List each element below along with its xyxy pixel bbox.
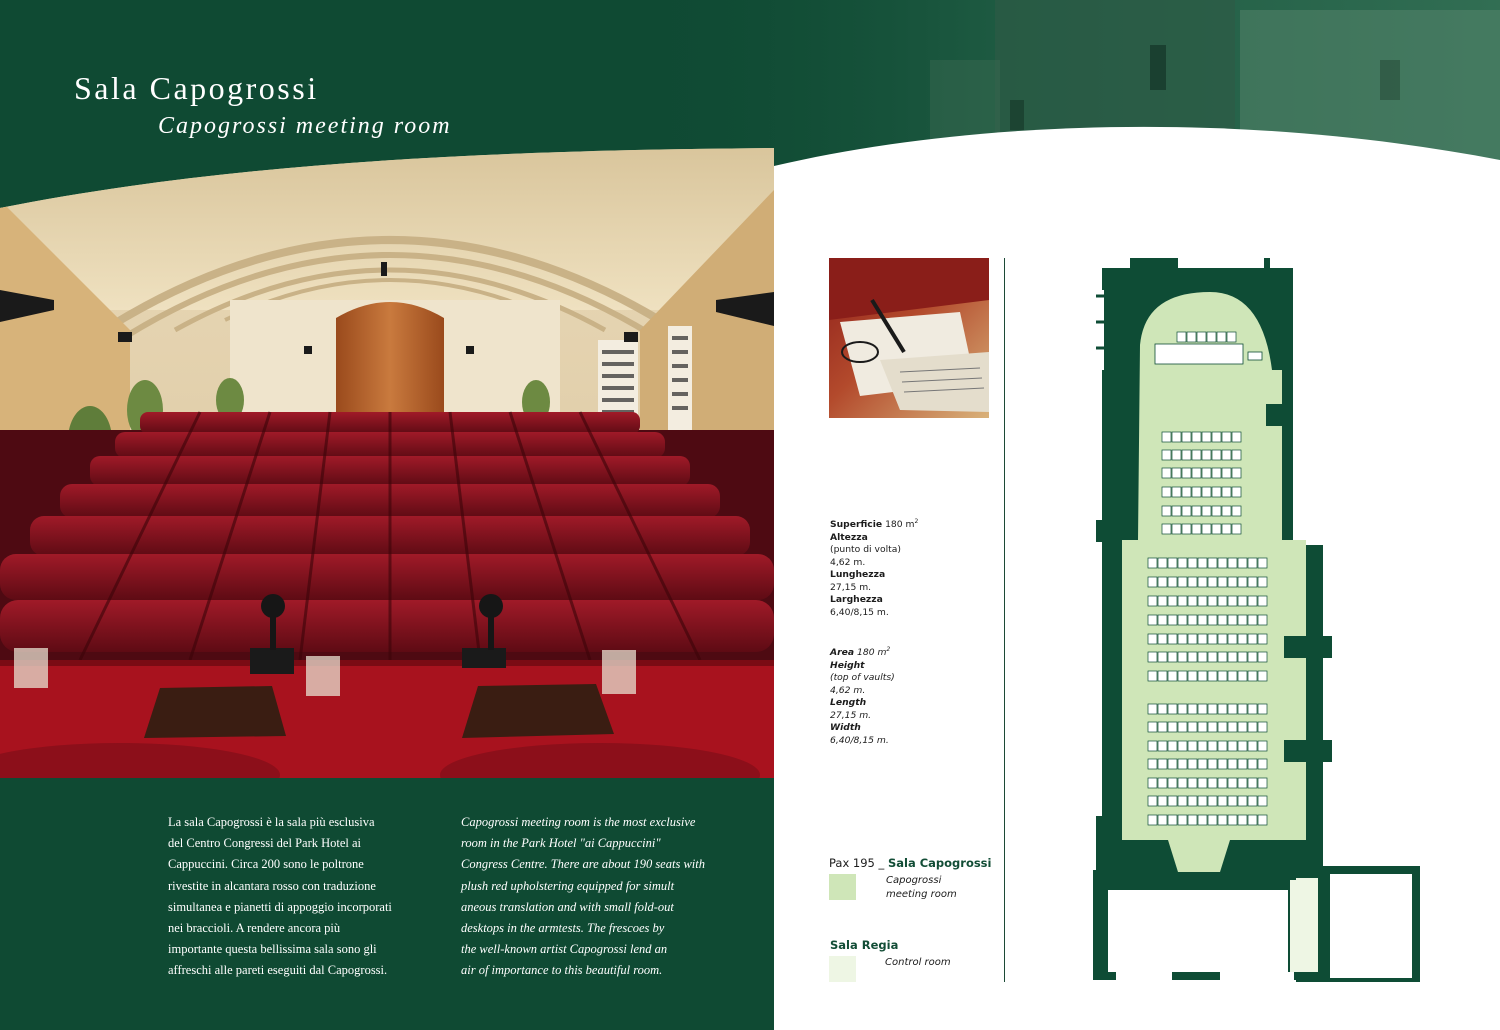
description-line: rivestite in alcantara rosso con traduzione — [168, 878, 376, 893]
plan-seat — [1192, 432, 1201, 442]
plan-seat — [1248, 596, 1257, 606]
plan-seat — [1232, 487, 1241, 497]
plan-seat — [1232, 450, 1241, 460]
papers-photo — [829, 258, 989, 418]
legend-control-swatch — [829, 956, 856, 982]
description-line: the well-known artist Capogrossi lend an — [461, 942, 668, 957]
plan-seat — [1222, 432, 1231, 442]
plan-seat — [1258, 615, 1267, 625]
plan-seat — [1218, 778, 1227, 788]
plan-seat — [1158, 778, 1167, 788]
description-line: room in the Park Hotel "ai Cappuccini" — [461, 836, 661, 851]
plan-seat — [1198, 815, 1207, 825]
legend-room-swatch — [829, 874, 856, 900]
plan-seat — [1188, 704, 1197, 714]
plan-seat — [1168, 704, 1177, 714]
plan-seat — [1222, 524, 1231, 534]
plan-seat — [1148, 704, 1157, 714]
plan-seat — [1197, 332, 1206, 342]
plan-seat — [1168, 778, 1177, 788]
plan-seat — [1202, 506, 1211, 516]
plan-seat — [1188, 796, 1197, 806]
spec-label: Lunghezza — [830, 569, 886, 581]
plan-seat — [1158, 634, 1167, 644]
plan-seat — [1198, 796, 1207, 806]
plan-seat — [1218, 634, 1227, 644]
plan-seat — [1258, 652, 1267, 662]
plan-seat — [1228, 759, 1237, 769]
plan-seat — [1148, 759, 1157, 769]
legend-control-name: Sala Regia — [830, 938, 899, 952]
plan-seat — [1188, 778, 1197, 788]
hall-photo — [0, 140, 774, 807]
plan-seat — [1168, 796, 1177, 806]
description-line: La sala Capogrossi è la sala più esclusiva — [168, 815, 375, 829]
plan-seat — [1178, 759, 1187, 769]
plan-seat — [1208, 815, 1217, 825]
plan-seat — [1228, 778, 1237, 788]
plan-seat — [1258, 671, 1267, 681]
plan-seat — [1198, 652, 1207, 662]
plan-seat — [1172, 487, 1181, 497]
plan-seat — [1258, 778, 1267, 788]
plan-seat — [1238, 615, 1247, 625]
plan-seat — [1228, 815, 1237, 825]
plan-seat — [1198, 615, 1207, 625]
legend-control-desc: Control room — [885, 957, 951, 968]
spec-value: 27,15 m. — [830, 709, 872, 721]
plan-seat — [1238, 577, 1247, 587]
spec-value: 6,40/8,15 m. — [830, 734, 889, 746]
legend-room-desc-line: Capogrossi — [886, 875, 942, 886]
plan-seat — [1218, 615, 1227, 625]
plan-seat — [1258, 596, 1267, 606]
plan-seat — [1248, 722, 1257, 732]
plan-seat — [1178, 596, 1187, 606]
plan-seat — [1148, 741, 1157, 751]
plan-seat — [1178, 558, 1187, 568]
spec-unit: 2 — [886, 646, 891, 653]
plan-seat — [1148, 671, 1157, 681]
page-title: Sala Capogrossi — [74, 70, 319, 106]
plan-seat — [1238, 704, 1247, 714]
legend-room-desc — [886, 874, 957, 902]
plan-seat — [1208, 558, 1217, 568]
plan-seat — [1248, 615, 1257, 625]
plan-seat — [1182, 506, 1191, 516]
plan-seat — [1208, 722, 1217, 732]
plan-seat — [1148, 558, 1157, 568]
plan-seat — [1148, 577, 1157, 587]
plan-seat — [1162, 487, 1171, 497]
plan-seat — [1168, 652, 1177, 662]
plan-seat — [1218, 558, 1227, 568]
plan-seat — [1208, 796, 1217, 806]
plan-seat — [1162, 524, 1171, 534]
plan-seat — [1148, 796, 1157, 806]
plan-seat — [1212, 524, 1221, 534]
plan-seat — [1222, 487, 1231, 497]
plan-seat — [1202, 432, 1211, 442]
plan-seat — [1198, 778, 1207, 788]
spec-note: (top of vaults) — [830, 672, 895, 684]
description-line: simultanea e pianetti di appoggio incorporati — [168, 899, 392, 914]
spec-label: Larghezza — [830, 594, 883, 606]
plan-seat — [1162, 506, 1171, 516]
plan-seat — [1238, 671, 1247, 681]
plan-seat — [1148, 815, 1157, 825]
plan-seat — [1158, 796, 1167, 806]
description-line: affreschi alle pareti eseguiti dal Capogrossi. — [168, 963, 388, 978]
plan-seat — [1168, 741, 1177, 751]
specs-english — [830, 644, 895, 747]
description-line: nei braccioli. A rendere ancora più — [168, 921, 341, 936]
plan-seat — [1222, 468, 1231, 478]
description-line: Capogrossi meeting room is the most exclusive — [461, 815, 696, 829]
plan-seat — [1198, 634, 1207, 644]
plan-seat — [1198, 558, 1207, 568]
plan-seat — [1258, 759, 1267, 769]
plan-seat — [1218, 596, 1227, 606]
plan-seat — [1218, 741, 1227, 751]
plan-seat — [1148, 634, 1157, 644]
plan-seat — [1232, 432, 1241, 442]
plan-seat — [1218, 704, 1227, 714]
plan-seat — [1148, 615, 1157, 625]
spec-unit: 2 — [914, 518, 919, 525]
description-line: Cappuccini. Circa 200 sono le poltrone — [168, 857, 364, 872]
plan-seat — [1172, 432, 1181, 442]
plan-seat — [1208, 741, 1217, 751]
plan-seat — [1158, 671, 1167, 681]
plan-seat — [1148, 778, 1157, 788]
spec-label: Width — [830, 722, 861, 734]
plan-seat — [1238, 558, 1247, 568]
plan-seat — [1217, 332, 1226, 342]
plan-seat — [1218, 796, 1227, 806]
plan-seat — [1258, 796, 1267, 806]
plan-seat — [1148, 652, 1157, 662]
plan-seat — [1177, 332, 1186, 342]
plan-seat — [1218, 815, 1227, 825]
legend-room-name: Sala Capogrossi — [887, 856, 992, 870]
spec-value: 27,15 m. — [830, 581, 872, 593]
plan-seat — [1208, 778, 1217, 788]
column-divider — [1004, 258, 1005, 982]
plan-seat — [1168, 815, 1177, 825]
plan-seat — [1192, 506, 1201, 516]
plan-seat — [1208, 671, 1217, 681]
plan-seat — [1192, 524, 1201, 534]
plan-seat — [1148, 722, 1157, 732]
plan-seat — [1198, 741, 1207, 751]
plan-seat — [1187, 332, 1196, 342]
spec-value: 4,62 m. — [830, 684, 866, 696]
plan-seat — [1238, 652, 1247, 662]
plan-seat — [1182, 487, 1191, 497]
plan-seat — [1248, 815, 1257, 825]
plan-seat — [1207, 332, 1216, 342]
plan-seat — [1188, 634, 1197, 644]
description-english — [461, 812, 705, 982]
plan-seat — [1188, 615, 1197, 625]
plan-seat — [1248, 778, 1257, 788]
plan-seat — [1258, 815, 1267, 825]
plan-seat — [1258, 722, 1267, 732]
plan-seat — [1228, 796, 1237, 806]
plan-seat — [1228, 722, 1237, 732]
spec-value: 4,62 m. — [830, 556, 866, 568]
plan-seat — [1188, 759, 1197, 769]
plan-seat — [1162, 468, 1171, 478]
plan-seat — [1238, 796, 1247, 806]
plan-seat — [1158, 759, 1167, 769]
legend-room-title: Pax 195 _ Sala Capogrossi — [829, 856, 992, 870]
plan-seat — [1218, 671, 1227, 681]
plan-seat — [1232, 468, 1241, 478]
plan-seat — [1238, 778, 1247, 788]
plan-seat — [1162, 432, 1171, 442]
plan-seat — [1168, 615, 1177, 625]
plan-seat — [1198, 671, 1207, 681]
spec-label: Area — [830, 647, 855, 659]
plan-seat — [1168, 558, 1177, 568]
plan-seat — [1188, 558, 1197, 568]
plan-seat — [1248, 741, 1257, 751]
plan-seat — [1212, 450, 1221, 460]
description-line: Congress Centre. There are about 190 seats with — [461, 857, 705, 872]
plan-seat — [1158, 615, 1167, 625]
plan-seat — [1198, 704, 1207, 714]
plan-seat — [1228, 652, 1237, 662]
plan-seat — [1192, 487, 1201, 497]
description-line: aneous translation and with small fold-out — [461, 899, 674, 914]
plan-seat — [1248, 558, 1257, 568]
plan-seat — [1188, 741, 1197, 751]
plan-seat — [1158, 815, 1167, 825]
plan-seat — [1208, 615, 1217, 625]
plan-seat — [1202, 450, 1211, 460]
plan-seat — [1218, 722, 1227, 732]
plan-seat — [1148, 596, 1157, 606]
plan-seat — [1198, 577, 1207, 587]
description-line: importante questa bellissima sala sono gli — [168, 942, 377, 957]
plan-seat — [1208, 652, 1217, 662]
description-line: del Centro Congressi del Park Hotel ai — [168, 836, 362, 851]
plan-seat — [1248, 759, 1257, 769]
plan-seat — [1202, 487, 1211, 497]
plan-seat — [1182, 468, 1191, 478]
plan-seat — [1168, 722, 1177, 732]
plan-seat — [1178, 615, 1187, 625]
plan-seat — [1182, 432, 1191, 442]
plan-seat — [1227, 332, 1236, 342]
plan-seat — [1248, 671, 1257, 681]
plan-seat — [1228, 615, 1237, 625]
plan-seat — [1228, 596, 1237, 606]
plan-seat — [1168, 577, 1177, 587]
plan-seat — [1168, 596, 1177, 606]
plan-seat — [1248, 652, 1257, 662]
plan-seat — [1172, 450, 1181, 460]
plan-seat — [1178, 815, 1187, 825]
plan-seat — [1238, 759, 1247, 769]
plan-seat — [1208, 704, 1217, 714]
plan-seat — [1182, 524, 1191, 534]
plan-seat — [1222, 450, 1231, 460]
plan-seat — [1228, 741, 1237, 751]
spec-note: (punto di volta) — [830, 544, 901, 556]
plan-seat — [1218, 577, 1227, 587]
plan-seat — [1198, 596, 1207, 606]
plan-seat — [1178, 741, 1187, 751]
plan-seat — [1218, 759, 1227, 769]
plan-seat — [1188, 815, 1197, 825]
plan-seat — [1258, 558, 1267, 568]
plan-seat — [1228, 704, 1237, 714]
plan-seat — [1158, 741, 1167, 751]
spec-label: Length — [830, 697, 867, 709]
plan-seat — [1238, 741, 1247, 751]
plan-seat — [1258, 577, 1267, 587]
plan-seat — [1188, 596, 1197, 606]
spec-label: Superficie — [830, 519, 883, 531]
legend-room-desc-line: meeting room — [886, 889, 957, 900]
plan-seat — [1228, 577, 1237, 587]
plan-seat — [1208, 596, 1217, 606]
plan-seat — [1238, 596, 1247, 606]
description-line: desktops in the armtests. The frescoes by — [461, 921, 665, 936]
plan-seat — [1178, 577, 1187, 587]
plan-seat — [1178, 671, 1187, 681]
plan-seat — [1238, 722, 1247, 732]
page-subtitle: Capogrossi meeting room — [158, 113, 452, 139]
plan-seat — [1178, 704, 1187, 714]
plan-seat — [1208, 634, 1217, 644]
plan-seat — [1222, 506, 1231, 516]
plan-seat — [1248, 796, 1257, 806]
plan-seat — [1188, 577, 1197, 587]
plan-seat — [1228, 558, 1237, 568]
spec-label: Height — [830, 659, 865, 671]
plan-seat — [1202, 468, 1211, 478]
description-line: air of importance to this beautiful room. — [461, 963, 663, 978]
specs-italian — [830, 516, 918, 619]
plan-seat — [1202, 524, 1211, 534]
plan-seat — [1158, 596, 1167, 606]
plan-seat — [1178, 778, 1187, 788]
plan-seat — [1188, 722, 1197, 732]
plan-seat — [1232, 524, 1241, 534]
spec-label: Altezza — [830, 531, 868, 543]
plan-seat — [1158, 704, 1167, 714]
plan-seat — [1192, 468, 1201, 478]
plan-seat — [1178, 652, 1187, 662]
plan-seat — [1158, 558, 1167, 568]
plan-seat — [1258, 634, 1267, 644]
plan-seat — [1198, 722, 1207, 732]
plan-seat — [1178, 634, 1187, 644]
plan-seat — [1158, 722, 1167, 732]
plan-seat — [1208, 577, 1217, 587]
plan-seat — [1212, 506, 1221, 516]
plan-seat — [1238, 634, 1247, 644]
plan-seat — [1212, 487, 1221, 497]
plan-seat — [1232, 506, 1241, 516]
plan-seat — [1172, 468, 1181, 478]
plan-seat — [1248, 577, 1257, 587]
plan-seat — [1188, 652, 1197, 662]
plan-seat — [1158, 652, 1167, 662]
spec-value: 180 m — [885, 519, 915, 531]
plan-seat — [1188, 671, 1197, 681]
plan-seat — [1228, 671, 1237, 681]
plan-seat — [1178, 722, 1187, 732]
plan-seat — [1168, 671, 1177, 681]
plan-seat — [1182, 450, 1191, 460]
description-line: plush red upholstering equipped for simult — [461, 878, 675, 893]
plan-seat — [1212, 432, 1221, 442]
plan-seat — [1168, 634, 1177, 644]
plan-seat — [1172, 524, 1181, 534]
plan-seat — [1168, 759, 1177, 769]
pax-count: Pax 195 — [829, 856, 875, 870]
plan-seat — [1238, 815, 1247, 825]
plan-seat — [1208, 759, 1217, 769]
plan-seat — [1212, 468, 1221, 478]
plan-seat — [1258, 741, 1267, 751]
plan-seat — [1248, 634, 1257, 644]
plan-seat — [1162, 450, 1171, 460]
plan-seat — [1248, 704, 1257, 714]
plan-seat — [1158, 577, 1167, 587]
plan-seat — [1192, 450, 1201, 460]
spec-value: 6,40/8,15 m. — [830, 606, 889, 618]
plan-seat — [1258, 704, 1267, 714]
plan-seat — [1172, 506, 1181, 516]
plan-seat — [1228, 634, 1237, 644]
plan-seat — [1178, 796, 1187, 806]
spec-value: 180 m — [857, 647, 887, 659]
description-italian — [168, 812, 392, 982]
plan-seat — [1198, 759, 1207, 769]
plan-seat — [1218, 652, 1227, 662]
